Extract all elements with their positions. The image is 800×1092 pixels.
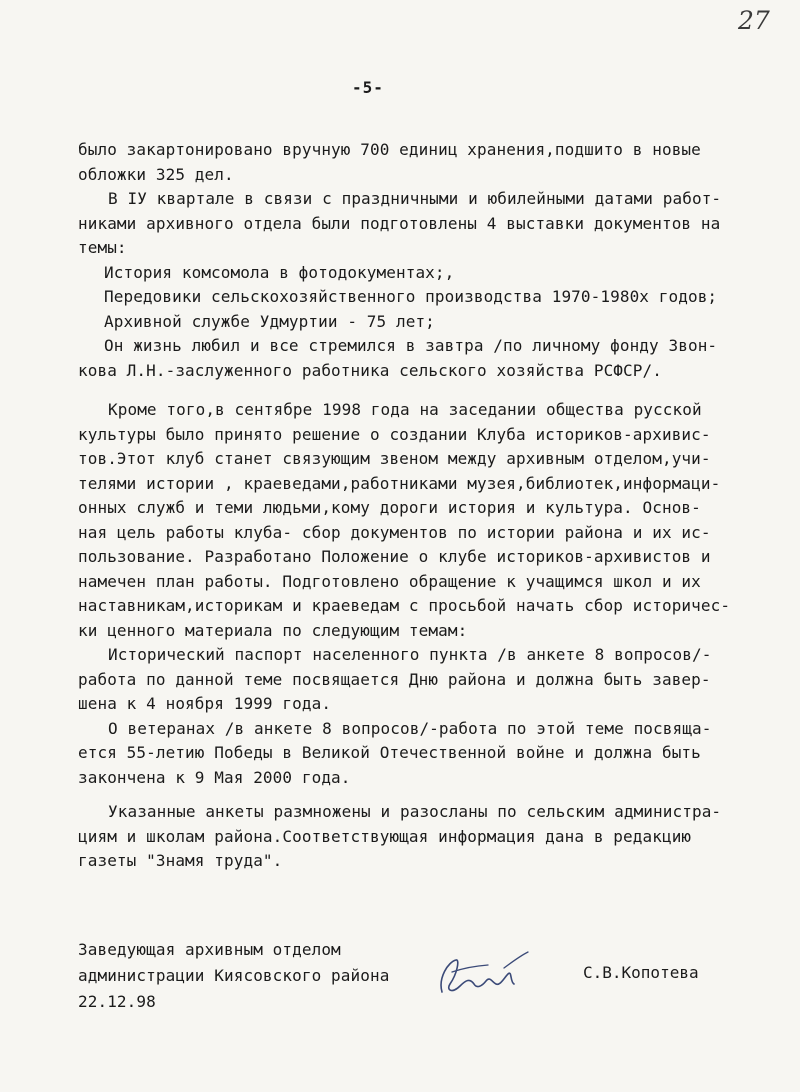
text-line: Исторический паспорт населенного пункта /в анкете 8 вопросов/- — [108, 645, 712, 664]
document-date: 22.12.98 — [78, 992, 156, 1011]
list-item: История комсомола в фотодокументах;, — [104, 262, 455, 282]
text-line: ки ценного материала по следующим темам: — [78, 620, 468, 640]
page-number: -5- — [352, 78, 384, 97]
text-line: циям и школам района.Соответствующая информация дана в редакцию — [78, 826, 692, 846]
text-line: было закартонировано вручную 700 единиц хранения,подшито в новые — [78, 140, 701, 159]
text-line: ная цель работы клуба- сбор документов по истории района и их ис- — [78, 522, 711, 542]
text-line: тов.Этот клуб станет связующим звеном между архивным отделом,учи- — [78, 449, 711, 468]
text-line: пользование. Разработано Положение о клубе историков-архивистов и — [78, 547, 711, 566]
text-line: работа по данной теме посвящается Дню района и должна быть завер- — [78, 669, 711, 689]
text-line: темы: — [78, 238, 127, 257]
text-line: шена к 4 ноября 1999 года. — [78, 694, 332, 713]
text-line: никами архивного отдела были подготовлены 4 выставки документов на — [78, 213, 721, 233]
paragraph-2 — [78, 187, 758, 261]
text-line: газеты "Знамя труда". — [78, 851, 283, 870]
text-line: кова Л.Н.-заслуженного работника сельского хозяйства РСФСР/. — [78, 360, 662, 380]
paragraph-3 — [78, 398, 758, 643]
text-line: В IУ квартале в связи с праздничными и юбилейными датами работ- — [108, 189, 722, 208]
text-line: культуры было принято решение о создании Клуба историков-архивис- — [78, 424, 711, 444]
list-item: Он жизнь любил и все стремился в завтра /по личному фонду Звон- — [104, 336, 718, 355]
text-line: обложки 325 дел. — [78, 164, 234, 184]
text-line: ется 55-летию Победы в Великой Отечественной войне и должна быть — [78, 743, 701, 762]
text-line: Кроме того,в сентябре 1998 года на заседании общества русской — [108, 400, 702, 419]
document-body — [78, 138, 758, 874]
signer-title-line-1: Заведующая архивным отделом — [78, 940, 341, 959]
handwritten-page-number: 27 — [738, 6, 770, 35]
text-line: онных служб и теми людьми,кому дороги история и культура. Основ- — [78, 498, 701, 517]
text-line: намечен план работы. Подготовлено обращение к учащимся школ и их — [78, 571, 701, 591]
signer-name: С.В.Копотева — [583, 963, 699, 982]
paragraph-1 — [78, 138, 758, 187]
text-line: закончена к 9 Мая 2000 года. — [78, 767, 351, 787]
text-line: телями истории , краеведами,работниками музея,библиотек,информаци- — [78, 473, 721, 493]
text-line: О ветеранах /в анкете 8 вопросов/-работа по этой теме посвяща- — [108, 718, 712, 738]
text-line: Указанные анкеты размножены и разосланы по сельским администра- — [108, 802, 722, 821]
paragraph-6 — [78, 800, 758, 874]
text-line: наставникам,историкам и краеведам с просьбой начать сбор историчес- — [78, 596, 731, 615]
list-item: Архивной службе Удмуртии - 75 лет; — [104, 311, 435, 331]
paragraph-5 — [78, 717, 758, 791]
handwritten-signature — [430, 948, 540, 1008]
list-item: Передовики сельскохозяйственного производства 1970-1980х годов; — [104, 287, 718, 306]
paragraph-4 — [78, 643, 758, 717]
signer-title-line-2: администрации Киясовского района — [78, 966, 390, 985]
exhibition-list — [78, 261, 758, 384]
